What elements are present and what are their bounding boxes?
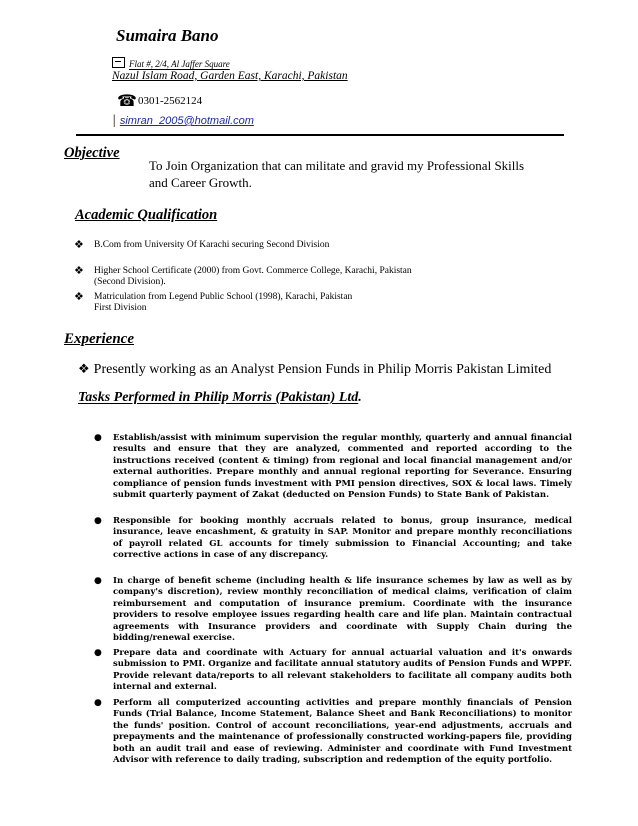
task-text: Responsible for booking monthly accruals related to bonus, group insurance, medical insurance, leave encashment, & gratuity in SAP. Monitor and prepare monthly reconciliations of payroll related GL accounts for timely submission to Financial Accounting; and take corrective actions in case of any discrepancy. [113,516,572,561]
email-line [112,113,254,129]
academic-item [74,292,494,314]
tasks-heading [78,390,362,406]
task-text: In charge of benefit scheme (including health & life insurance schemes by law as well as by company's discretion), review monthly reconciliation of medical claims, verification of claim reimbursement and computation of insurance premium. Coordinate with the insurance providers to resolve employee issues regarding health care and life plan. Maintain contractual agreements with Insurance providers and coordinate with Supply Chain during the bidding/renewal exercise. [113,576,572,644]
task-item [94,698,572,766]
objective-line-1: To Join Organization that can militate and gravid my Professional Skills [149,158,525,173]
task-text: Establish/assist with minimum supervision the regular monthly, quarterly and annual financial results and ensure that they are analyzed, commented and reported according to the instructions received (content & timing) from regional and local financial management and/or external authorities. Prepare monthly and annual regional reporting for Severance. Ensuring compliance of pension funds investment with PMI pension directives, SOX & local laws. Timely submit quarterly payment of Zakat (deducted on Pension Funds) to State Bank of Pakistan. [113,433,572,501]
objective-heading: Objective [64,145,120,161]
email-marker-icon: | [112,113,116,128]
phone-line [117,91,202,111]
academic-item-line-1: Matriculation from Legend Public School (1998), Karachi, Pakistan [94,292,353,302]
task-item [94,433,572,501]
academic-item [74,266,494,288]
task-item [94,648,572,694]
phone-number: 0301-2562124 [137,95,203,107]
task-item [94,576,572,644]
diamond-bullet-icon: ❖ [78,362,90,377]
diamond-bullet-icon: ❖ [74,290,84,303]
address-line-2: Nazul Islam Road, Garden East, Karachi, Pakistan [112,70,348,82]
bullet-dot-icon: ● [94,516,102,526]
experience-heading: Experience [64,331,134,347]
tasks-heading-text: Tasks Performed in Philip Morris (Pakistan) Ltd [78,390,359,405]
header-divider [76,134,564,136]
diamond-bullet-icon: ❖ [74,264,84,277]
email-link[interactable]: simran_2005@hotmail.com [119,115,254,127]
objective-line-2: and Career Growth. [149,175,252,190]
current-position-text: Presently working as an Analyst Pension Funds in Philip Morris Pakistan Limited [93,362,552,377]
diamond-bullet-icon: ❖ [74,238,84,251]
address-line-1 [112,57,230,69]
address-line-1-text: Flat #, 2/4, Al Jaffer Square [129,59,230,69]
academic-item-line-2: (Second Division). [94,277,166,287]
objective-text [149,157,549,191]
bullet-dot-icon: ● [94,648,102,658]
bullet-dot-icon: ● [94,698,102,708]
task-text: Prepare data and coordinate with Actuary for annual actuarial valuation and it's onwards submission to PMI. Organize and facilitate annual statutory audits of Pension Funds and WPPF. Provide relevant data/reports to all relevant stakeholders to facilitate all company audits both internal and external. [113,648,572,693]
academic-heading: Academic Qualification [75,207,218,223]
academic-item [74,240,494,251]
academic-item-line-2: First Division [94,303,147,313]
task-text: Perform all computerized accounting activities and prepare monthly financials of Pension Funds (Trial Balance, Income Statement, Balance Sheet and Bank Reconciliations) to monitor the funds' position. Control of account reconciliations, year-end adjustments, accruals and prepayments and the maintenance of professionally constructed working-papers file, providing both an audit trail and ease of reviewing. Administer and coordinate with Fund Investment Advisor with reference to daily trading, subscription and redemption of the equity portfolio. [113,698,572,766]
academic-item-line-1: B.Com from University Of Karachi securing Second Division [94,240,330,250]
task-item [94,516,572,562]
candidate-name: Sumaira Bano [116,26,219,45]
academic-item-line-1: Higher School Certificate (2000) from Govt. Commerce College, Karachi, Pakistan [94,266,412,276]
current-position [78,362,551,378]
tasks-heading-suffix: . [358,390,362,405]
bullet-dot-icon: ● [94,576,102,586]
mailbox-icon [112,57,125,68]
telephone-icon: ☎ [117,93,137,110]
bullet-dot-icon: ● [94,433,102,443]
